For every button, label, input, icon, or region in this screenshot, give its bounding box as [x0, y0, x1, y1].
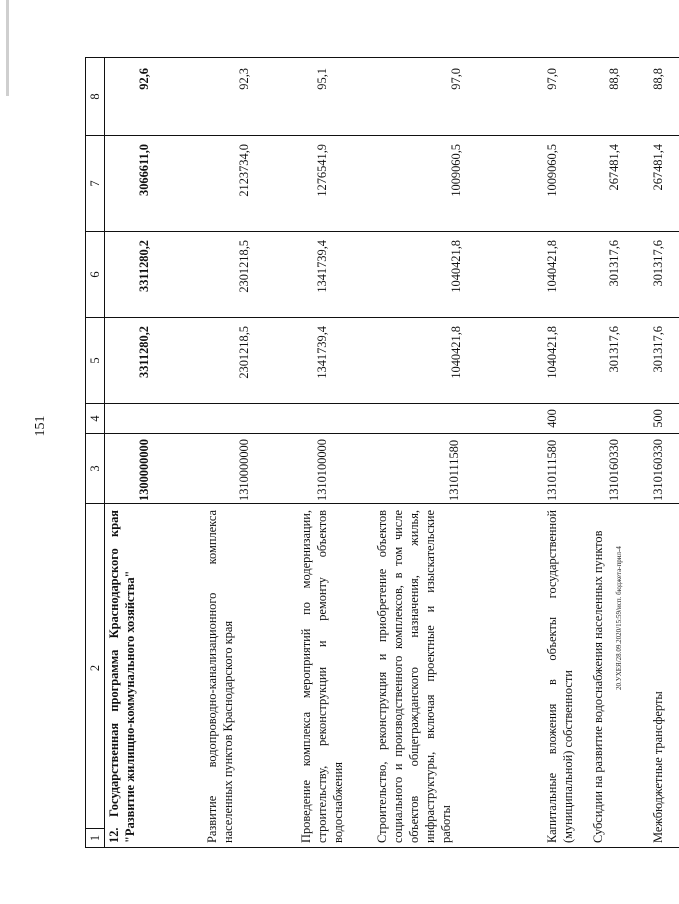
row-kind: 400	[543, 404, 589, 434]
row-value-6: 301317,6	[589, 232, 647, 318]
header-cell-1-2	[86, 504, 105, 848]
budget-table	[85, 57, 679, 848]
row-value-8: 97,0	[543, 58, 589, 136]
page-number: 151	[33, 415, 48, 437]
row-description: Межбюджетные трансферты	[647, 504, 679, 848]
column-number-row	[86, 58, 105, 848]
row-value-5: 301317,6	[647, 318, 679, 404]
row-value-8: 92,6	[105, 58, 200, 136]
row-value-7: 267481,4	[647, 136, 679, 232]
row-value-5: 3311280,2	[105, 318, 200, 404]
table-row	[105, 58, 200, 848]
row-code: 1300000000	[105, 434, 200, 504]
row-value-8: 88,8	[589, 58, 647, 136]
table-row	[371, 58, 543, 848]
row-kind	[589, 404, 647, 434]
row-description: Проведение комплекса мероприятий по модернизации, строительству, реконструкции и ремонту объектов водоснабжения	[295, 504, 371, 848]
header-col-3: 3	[86, 434, 105, 504]
row-text: Государственная программа Краснодарского края "Развитие жилищно-коммунального хозяйства"	[107, 510, 137, 843]
row-value-7: 1009060,5	[371, 136, 543, 232]
row-kind: 500	[647, 404, 679, 434]
row-value-6: 2301218,5	[199, 232, 295, 318]
header-col-1: 1	[86, 828, 104, 847]
row-value-5: 1040421,8	[371, 318, 543, 404]
row-kind	[105, 404, 200, 434]
row-description: Развитие водопроводно-канализационного комплекса населенных пунктов Краснодарского края	[199, 504, 295, 848]
row-value-8: 92,3	[199, 58, 295, 136]
row-value-6: 301317,6	[647, 232, 679, 318]
header-col-6: 6	[86, 232, 105, 318]
row-value-6: 1341739,4	[295, 232, 371, 318]
row-value-6: 1040421,8	[371, 232, 543, 318]
row-code: 1310160330	[589, 434, 647, 504]
table-row	[199, 58, 295, 848]
row-description	[105, 504, 200, 848]
row-kind	[199, 404, 295, 434]
table-row	[543, 58, 589, 848]
row-value-8: 95,1	[295, 58, 371, 136]
row-value-5: 1040421,8	[543, 318, 589, 404]
row-description: Капитальные вложения в объекты государственной (муниципальной) собственности	[543, 504, 589, 848]
row-value-5: 2301218,5	[199, 318, 295, 404]
header-col-8: 8	[86, 58, 105, 136]
scan-edge	[6, 0, 9, 96]
row-kind	[371, 404, 543, 434]
row-code: 1310160330	[647, 434, 679, 504]
row-value-7: 1276541,9	[295, 136, 371, 232]
header-col-4: 4	[86, 404, 105, 434]
row-description: Субсидии на развитие водоснабжения населенных пунктов	[589, 504, 647, 848]
header-col-7: 7	[86, 136, 105, 232]
header-col-2: 2	[88, 664, 102, 672]
header-col-5: 5	[86, 318, 105, 404]
row-value-5: 1341739,4	[295, 318, 371, 404]
footer-stamp: 20.УХЕЯ/28.09.2020/15:59/исп. бюджета-прил-4	[615, 546, 623, 690]
row-value-7: 3066611,0	[105, 136, 200, 232]
table-row	[589, 58, 647, 848]
table-row	[295, 58, 371, 848]
row-code: 1310111580	[371, 434, 543, 504]
row-value-7: 267481,4	[589, 136, 647, 232]
row-value-6: 3311280,2	[105, 232, 200, 318]
table-row	[647, 58, 679, 848]
row-code: 1310111580	[543, 434, 589, 504]
row-kind	[295, 404, 371, 434]
row-description: Строительство, реконструкция и приобретение объектов социального и производственного комплексов, в том числе объектов общегражданского назначения, жилья, инфраструктуры, включая проектные и изыскательские работы	[371, 504, 543, 848]
row-value-6: 1040421,8	[543, 232, 589, 318]
row-value-7: 1009060,5	[543, 136, 589, 232]
row-code: 1310100000	[295, 434, 371, 504]
row-value-8: 88,8	[647, 58, 679, 136]
row-value-8: 97,0	[371, 58, 543, 136]
row-value-7: 2123734,0	[199, 136, 295, 232]
row-code: 1310000000	[199, 434, 295, 504]
row-value-5: 301317,6	[589, 318, 647, 404]
row-number: 12.	[107, 827, 121, 843]
